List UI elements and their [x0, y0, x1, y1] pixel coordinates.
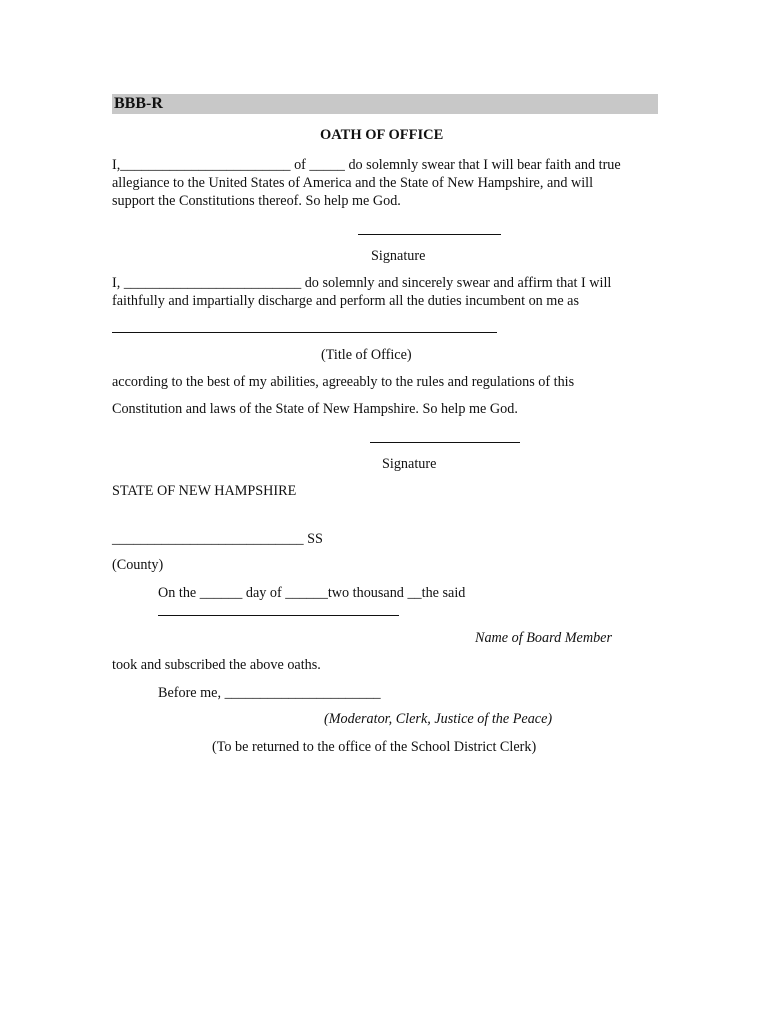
document-title: OATH OF OFFICE — [320, 127, 444, 143]
oath-two-line-4: Constitution and laws of the State of New Hampshire. So help me God. — [112, 401, 518, 417]
return-note: (To be returned to the office of the School District Clerk) — [212, 739, 537, 755]
signature-line-2[interactable] — [370, 442, 520, 443]
board-member-name-line[interactable] — [158, 615, 399, 616]
subscribed-statement: took and subscribed the above oaths. — [112, 657, 321, 673]
policy-code-bar — [112, 94, 658, 114]
title-of-office-line[interactable] — [112, 332, 497, 333]
oath-one-line-1: I,________________________ of _____ do solemnly swear that I will bear faith and true — [112, 157, 621, 173]
oath-two-line-3: according to the best of my abilities, agreeably to the rules and regulations of this — [112, 374, 575, 390]
state-heading: STATE OF NEW HAMPSHIRE — [112, 483, 297, 499]
title-of-office-label: (Title of Office) — [321, 347, 412, 363]
oath-one-line-2: allegiance to the United States of America and the State of New Hampshire, and will — [112, 175, 594, 191]
signature-label-2: Signature — [382, 456, 437, 472]
signature-label-1: Signature — [371, 248, 426, 264]
oath-two-line-1: I, _________________________ do solemnly and sincerely swear and affirm that I will — [112, 275, 612, 291]
policy-code: BBB-R — [114, 95, 163, 112]
county-ss-line: ___________________________ SS — [112, 531, 323, 547]
date-line: On the ______ day of ______two thousand __the said — [158, 585, 466, 601]
oath-two-line-2: faithfully and impartially discharge and perform all the duties incumbent on me as — [112, 293, 580, 309]
before-me-line: Before me, ______________________ — [158, 685, 381, 701]
signature-line-1[interactable] — [358, 234, 501, 235]
board-member-label: Name of Board Member — [475, 630, 612, 646]
oath-one-line-3: support the Constitutions thereof. So help me God. — [112, 193, 401, 209]
officials-label: (Moderator, Clerk, Justice of the Peace) — [324, 711, 553, 727]
county-label: (County) — [112, 557, 164, 573]
